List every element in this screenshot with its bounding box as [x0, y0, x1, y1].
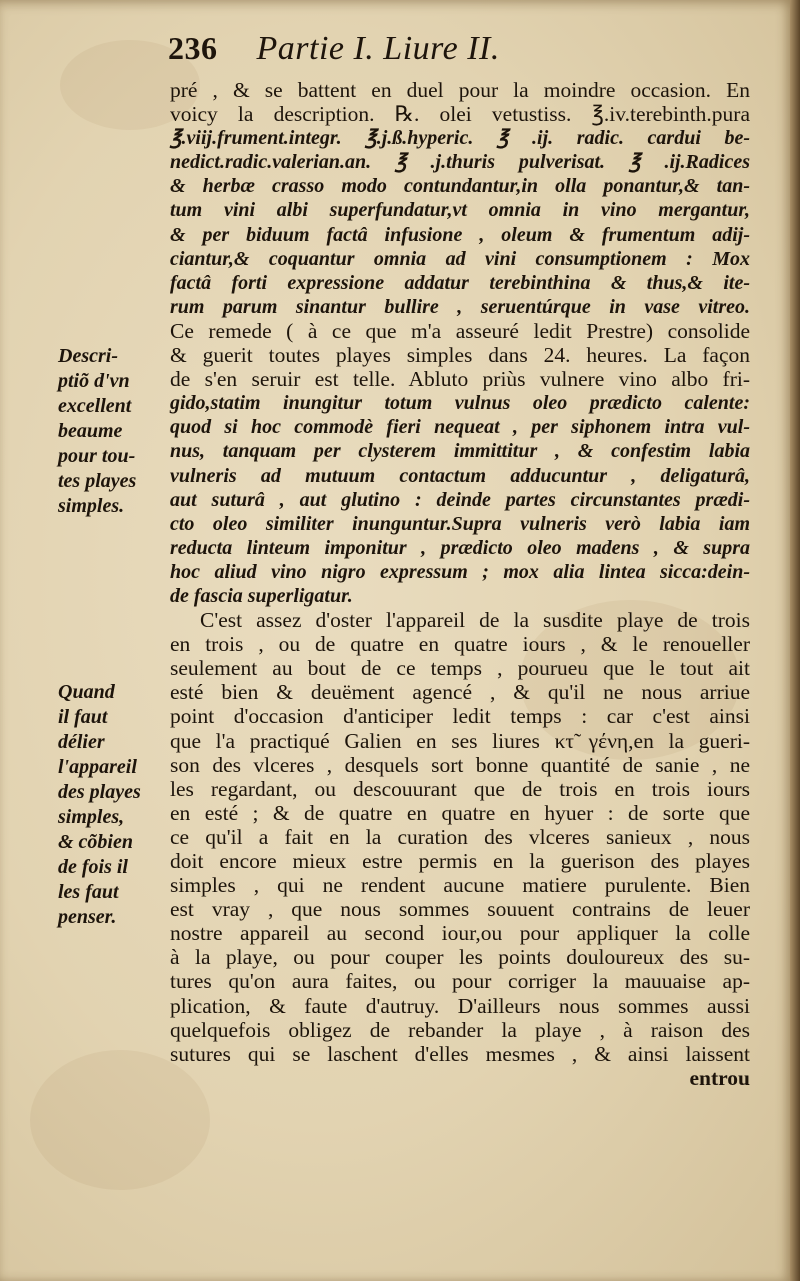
text-line: en esté ; & de quatre en quatre en hyuer : de sorte que — [170, 800, 750, 825]
text-line: rum parum sinantur bullire , seruentúrque in vase vitreo. — [170, 295, 750, 318]
margin-note-line: ptiõ d'vn — [58, 370, 130, 392]
margin-note-line: il faut — [58, 706, 108, 728]
text-line: est vray , que nous sommes souuent contrains de leuer — [170, 897, 750, 922]
text-line: de fascia superligatur. — [170, 584, 353, 607]
text-line: nostre appareil au second iour,ou pour appliquer la colle — [170, 921, 750, 946]
text-line: seulement au bout de ce temps , pourueu que le tout ait — [170, 656, 750, 681]
margin-note-line: beaume — [58, 420, 123, 442]
margin-note-line: simples. — [58, 495, 125, 517]
text-line: nedict.radic.valerian.an. ℥ .j.thuris pulverisat. ℥ .ij.Radices — [170, 151, 750, 174]
text-line: ℥.viij.frument.integr. ℥.j.ß.hyperic. ℥ .ij. radic. cardui be- — [170, 127, 750, 150]
margin-note-line: pour tou- — [58, 445, 136, 467]
margin-note-line: Descri- — [58, 345, 118, 367]
text-line: les regardant, ou descouurant que de trois en trois iours — [170, 776, 750, 801]
margin-note-line: délier — [58, 731, 105, 753]
text-line: que l'a practiqué Galien en ses liures κτ̃ γένη,en la gueri- — [170, 728, 750, 753]
text-line: simples , qui ne rendent aucune matiere purulente. Bien — [170, 873, 750, 898]
text-line: aut suturâ , aut glutino : deinde partes circunstantes prædi- — [170, 488, 750, 511]
text-line: voicy la description. ℞. olei vetustiss. ℥.iv.terebinth.pura — [170, 102, 750, 127]
text-line: quod si hoc commodè fieri nequeat , per siphonem intra vul- — [170, 416, 750, 439]
page-number: 236 — [168, 30, 218, 66]
text-line: nus, tanquam per clysterem immittitur , & confestim labia — [170, 440, 750, 463]
text-line: sutures qui se laschent d'elles mesmes , & ainsi laissent — [170, 1041, 750, 1066]
text-line: hoc aliud vino nigro expressum ; mox alia lintea sicca:dein- — [170, 560, 750, 583]
text-line: point d'occasion d'anticiper ledit temps : car c'est ainsi — [170, 704, 750, 729]
text-line: quelquefois obligez de rebander la playe , à raison des — [170, 1017, 750, 1042]
text-line: C'est assez d'oster l'appareil de la susdite playe de trois — [200, 608, 750, 633]
text-line: factâ forti expressione addatur terebinthina & thus,& ite- — [170, 271, 750, 294]
text-line: Ce remede ( à ce que m'a asseuré ledit Prestre) consolide — [170, 318, 750, 343]
text-line: tum vini albi superfundatur,vt omnia in vino mergantur, — [170, 199, 750, 222]
page-edge — [790, 0, 800, 1281]
margin-note-line: les faut — [58, 881, 119, 903]
margin-note-line: penser. — [58, 906, 117, 928]
text-line: cto oleo similiter inunguntur.Supra vulneris verò labia iam — [170, 512, 750, 535]
text-line: ce qu'il a fait en la curation des vlceres sanieux , nous — [170, 824, 750, 849]
margin-note-line: excellent — [58, 395, 132, 417]
text-line: son des vlceres , desquels sort bonne quantité de sanie , ne — [170, 752, 750, 777]
text-line: pré , & se battent en duel pour la moindre occasion. En — [170, 78, 750, 102]
running-header — [168, 30, 500, 74]
margin-note-line: des playes — [58, 781, 141, 803]
margin-note-line: simples, — [58, 806, 125, 828]
body-text — [170, 78, 750, 1090]
text-line: à la playe, ou pour couper les points douloureux des su- — [170, 945, 750, 970]
margin-note-balm — [58, 344, 162, 519]
text-line: esté bien & deuëment agencé , & qu'il ne nous arriue — [170, 680, 750, 705]
catchword: entrou — [689, 1065, 750, 1090]
text-line: & per biduum factâ infusione , oleum & frumentum adij- — [170, 223, 750, 246]
margin-note-line: Quand — [58, 681, 115, 703]
text-line: gido,statim inungitur totum vulnus oleo prædicto calente: — [170, 392, 750, 415]
margin-note-line: de fois il — [58, 856, 128, 878]
text-line: & guerit toutes playes simples dans 24. heures. La façon — [170, 343, 750, 368]
text-line: ciantur,& coquantur omnia ad vini consumptionem : Mox — [170, 247, 750, 270]
margin-note-line: tes playes — [58, 470, 137, 492]
text-line: & herbæ crasso modo contundantur,in olla ponantur,& tan- — [170, 175, 750, 198]
text-line: plication, & faute d'autruy. D'ailleurs nous sommes aussi — [170, 993, 750, 1018]
text-line: doit encore mieux estre permis en la guerison des playes — [170, 849, 750, 873]
running-title: Partie I. Liure II. — [256, 30, 500, 67]
margin-note-line: & cõbien — [58, 831, 133, 853]
text-line: de s'en seruir est telle. Abluto priùs vulnere vino albo fri- — [170, 367, 750, 392]
text-line: en trois , ou de quatre en quatre iours , & le renoueller — [170, 632, 750, 657]
margin-note-line: l'appareil — [58, 756, 137, 778]
text-line: tures qu'on aura faites, ou pour corriger la mauuaise ap- — [170, 969, 750, 994]
text-line: reducta linteum imponitur , prædicto oleo madens , & supra — [170, 536, 750, 559]
text-line: vulneris ad mutuum contactum adducuntur , deligaturâ, — [170, 464, 750, 487]
margin-note-dressing — [58, 680, 162, 930]
